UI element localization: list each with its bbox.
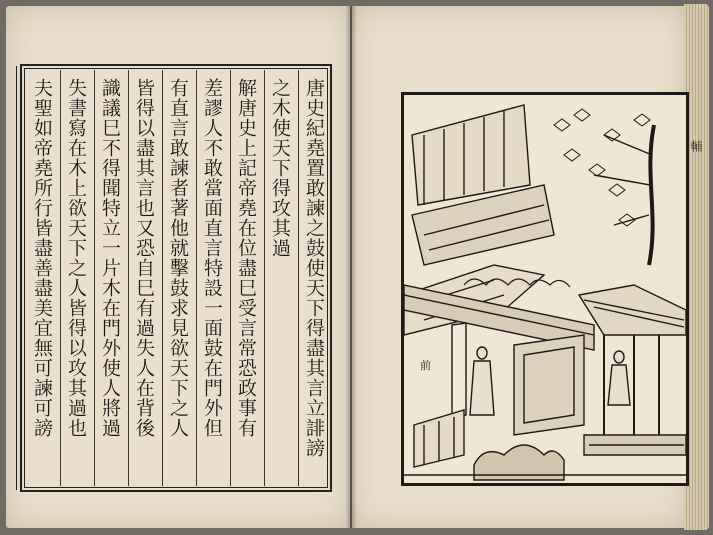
illustration-drawing bbox=[404, 95, 686, 483]
book-gutter bbox=[346, 6, 356, 528]
text-column: 差謬人不敢當面直言特設一面鼓在門外但 bbox=[201, 78, 223, 438]
text-column: 唐史紀堯置敢諫之鼓使天下得盡其言立誹謗 bbox=[303, 78, 325, 458]
text-frame bbox=[20, 64, 332, 492]
edge-label: 輔 bbox=[689, 140, 703, 155]
text-column: 夫聖如帝堯所行皆盡善盡美宜無可諫可謗 bbox=[31, 78, 53, 438]
woodblock-illustration bbox=[401, 92, 689, 486]
text-column: 失書寫在木上欲天下之人皆得以攻其過也 bbox=[65, 78, 87, 438]
left-margin-band bbox=[4, 66, 17, 490]
text-column: 識議巳不得聞特立一片木在門外使人將過 bbox=[99, 78, 121, 438]
text-column: 解唐史上記帝堯在位盡巳受言常恐政事有 bbox=[235, 78, 257, 438]
illustration-label: 前 bbox=[420, 359, 431, 372]
text-column: 之木使天下得攻其過 bbox=[269, 78, 291, 258]
text-column: 皆得以盡其言也又恐自巳有過失人在背後 bbox=[133, 78, 155, 438]
text-column: 有直言敢諫者著他就擊鼓求見欲天下之人 bbox=[167, 78, 189, 438]
